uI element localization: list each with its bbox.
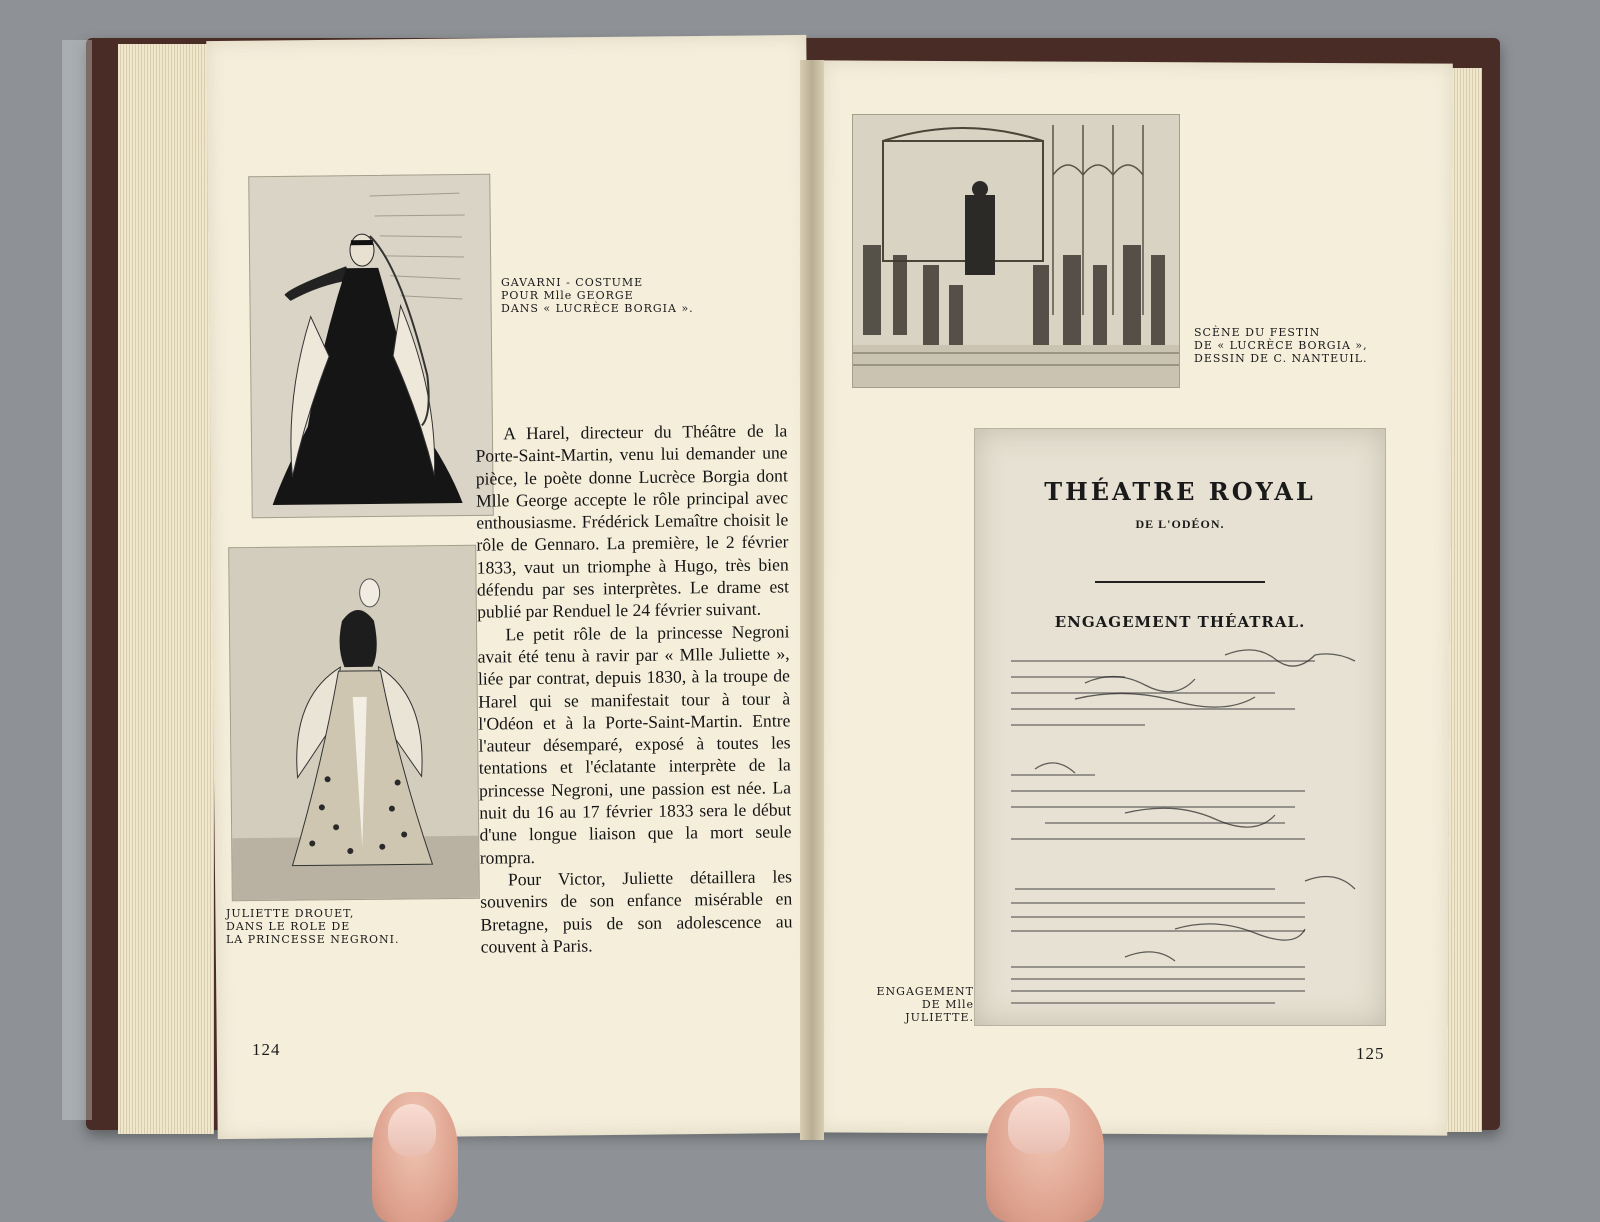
paragraph-3: Pour Victor, Juliette détaillera les souvenirs de son enfance misérable en Bretagne, puis de son adolescence au couvent à Paris. (480, 866, 793, 957)
left-thumbnail (388, 1104, 436, 1156)
book-gutter (800, 60, 824, 1140)
plastic-sleeve (62, 40, 92, 1120)
paragraph-2: Le petit rôle de la princesse Negroni avait été tenu à ravir par « Mlle Juliette », liée par contrat, depuis 1830, à la troupe de Harel qui se manifestait tour à tour à l'Odéon et à la Porte-Saint-Martin. Entre l'auteur désemparé, exposé à toutes les tentations et l'éclatante interprète de la princesse Negroni, une passion est née. La nuit du 16 au 17 février 1833 sera le début d'une longue liaison que la mort seule rompra. (477, 621, 792, 868)
left-page-edges (118, 44, 214, 1134)
engagement-document (974, 428, 1386, 1026)
document-subtitle: DE L'ODÉON. (1135, 517, 1225, 531)
caption-gavarni: GAVARNI - COSTUME POUR Mlle GEORGE DANS « LUCRÈCE BORGIA ». (501, 276, 694, 315)
caption-juliette: JULIETTE DROUET, DANS LE ROLE DE LA PRINCESSE NEGRONI. (226, 907, 400, 946)
caption-festin: SCÈNE DU FESTIN DE « LUCRÈCE BORGIA », DESSIN DE C. NANTEUIL. (1194, 326, 1368, 365)
caption-engagement: ENGAGEMENT DE Mlle JULIETTE. (876, 985, 974, 1024)
right-thumbnail (1008, 1096, 1070, 1154)
festin-drawing (853, 115, 1179, 387)
gavarni-drawing (249, 175, 493, 517)
juliette-drawing (229, 546, 479, 901)
page-number-left: 124 (252, 1040, 281, 1059)
festin-scene-illustration (852, 114, 1180, 388)
document-text-lines (975, 429, 1385, 1025)
gavarni-costume-illustration (248, 174, 494, 519)
body-text (475, 419, 793, 957)
juliette-drouet-portrait (228, 545, 480, 902)
document-heading: ENGAGEMENT THÉATRAL. (1054, 613, 1306, 631)
paragraph-1: A Harel, directeur du Théâtre de la Porte-Saint-Martin, venu lui demander une pièce, le poète donne Lucrèce Borgia dont Mlle George accepte le rôle principal avec enthousiasme. Frédérick Lemaître choisit le rôle de Gennaro. La première, le 2 février 1833, vaut un triomphe à Hugo, très bien défendu par ses interprètes. Le drame est publié par Renduel le 24 février suivant. (475, 420, 790, 623)
document-title: THÉATRE ROYAL (1044, 477, 1316, 506)
page-number-right: 125 (1356, 1044, 1385, 1063)
